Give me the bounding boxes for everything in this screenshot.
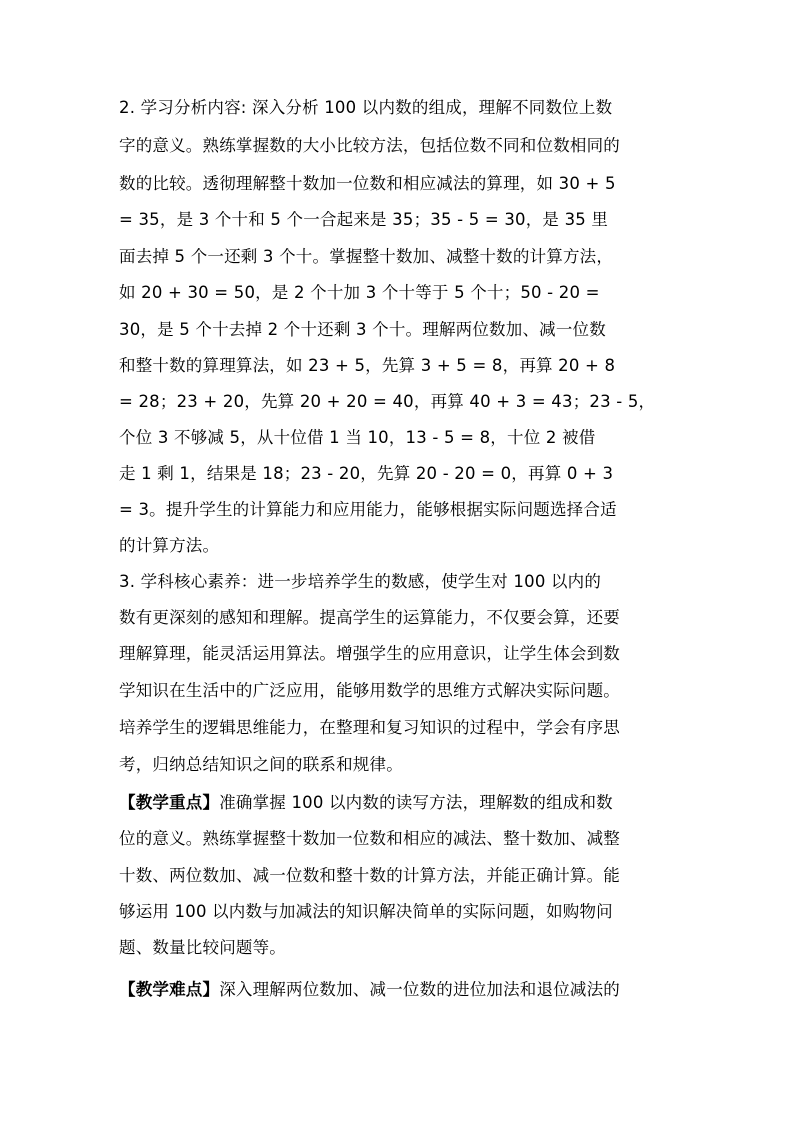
text-line: 和整十数的算理算法，如 23 + 5，先算 3 + 5 = 8，再算 20 + 8 — [119, 356, 616, 375]
text-line: = 28；23 + 20，先算 20 + 20 = 40，再算 40 + 3 = 43；23 - 5， — [119, 392, 656, 411]
key-points-first-line — [119, 793, 613, 813]
text-line: 面去掉 5 个一还剩 3 个十。掌握整十数加、减整十数的计算方法， — [119, 247, 614, 266]
text-line: = 35，是 3 个十和 5 个一合起来是 35；35 - 5 = 30，是 35 里 — [119, 210, 609, 229]
text-line: 学知识在生活中的广泛应用，能够用数学的思维方式解决实际问题。 — [119, 681, 620, 700]
text-line: 字的意义。熟练掌握数的大小比较方法，包括位数不同和位数相同的 — [119, 136, 620, 155]
text-line: 十数、两位数加、减一位数和整十数的计算方法，并能正确计算。能 — [119, 866, 620, 885]
text-line: 数有更深刻的感知和理解。提高学生的运算能力，不仅要会算，还要 — [119, 608, 620, 627]
text-line: 30，是 5 个十去掉 2 个十还剩 3 个十。理解两位数加、减一位数 — [119, 320, 606, 339]
text-line: 题、数量比较问题等。 — [119, 938, 286, 957]
text-line: = 3。提升学生的计算能力和应用能力，能够根据实际问题选择合适 — [119, 500, 617, 519]
text-line: 考，归纳总结知识之间的联系和规律。 — [119, 755, 403, 774]
key-points-text: 准确掌握 100 以内数的读写方法，理解数的组成和数 — [219, 793, 613, 812]
text-line: 理解算理，能灵活运用算法。增强学生的应用意识，让学生体会到数 — [119, 644, 620, 663]
text-line: 如 20 + 30 = 50，是 2 个十加 3 个十等于 5 个十；50 - 20 = — [119, 283, 600, 302]
text-line: 培养学生的逻辑思维能力，在整理和复习知识的过程中，学会有序思 — [119, 718, 620, 737]
text-line: 位的意义。熟练掌握整十数加一位数和相应的减法、整十数加、减整 — [119, 829, 620, 848]
text-line: 走 1 剩 1，结果是 18；23 - 20，先算 20 - 20 = 0，再算 0 + 3 — [119, 464, 614, 483]
difficulties-first-line — [119, 980, 620, 1000]
difficulties-heading: 【教学难点】 — [119, 980, 220, 999]
text-line: 的计算方法。 — [119, 536, 220, 555]
text-line: 2. 学习分析内容: 深入分析 100 以内数的组成，理解不同数位上数 — [119, 98, 613, 117]
text-line: 数的比较。透彻理解整十数加一位数和相应减法的算理，如 30 + 5 — [119, 174, 616, 193]
key-points-heading: 【教学重点】 — [119, 793, 220, 812]
difficulties-text: 深入理解两位数加、减一位数的进位加法和退位减法的 — [219, 980, 621, 999]
text-line: 3. 学科核心素养：进一步培养学生的数感，使学生对 100 以内的 — [119, 572, 602, 591]
text-line: 够运用 100 以内数与加减法的知识解决简单的实际问题，如购物问 — [119, 902, 613, 921]
text-line: 个位 3 不够减 5，从十位借 1 当 10，13 - 5 = 8，十位 2 被借 — [119, 428, 596, 447]
